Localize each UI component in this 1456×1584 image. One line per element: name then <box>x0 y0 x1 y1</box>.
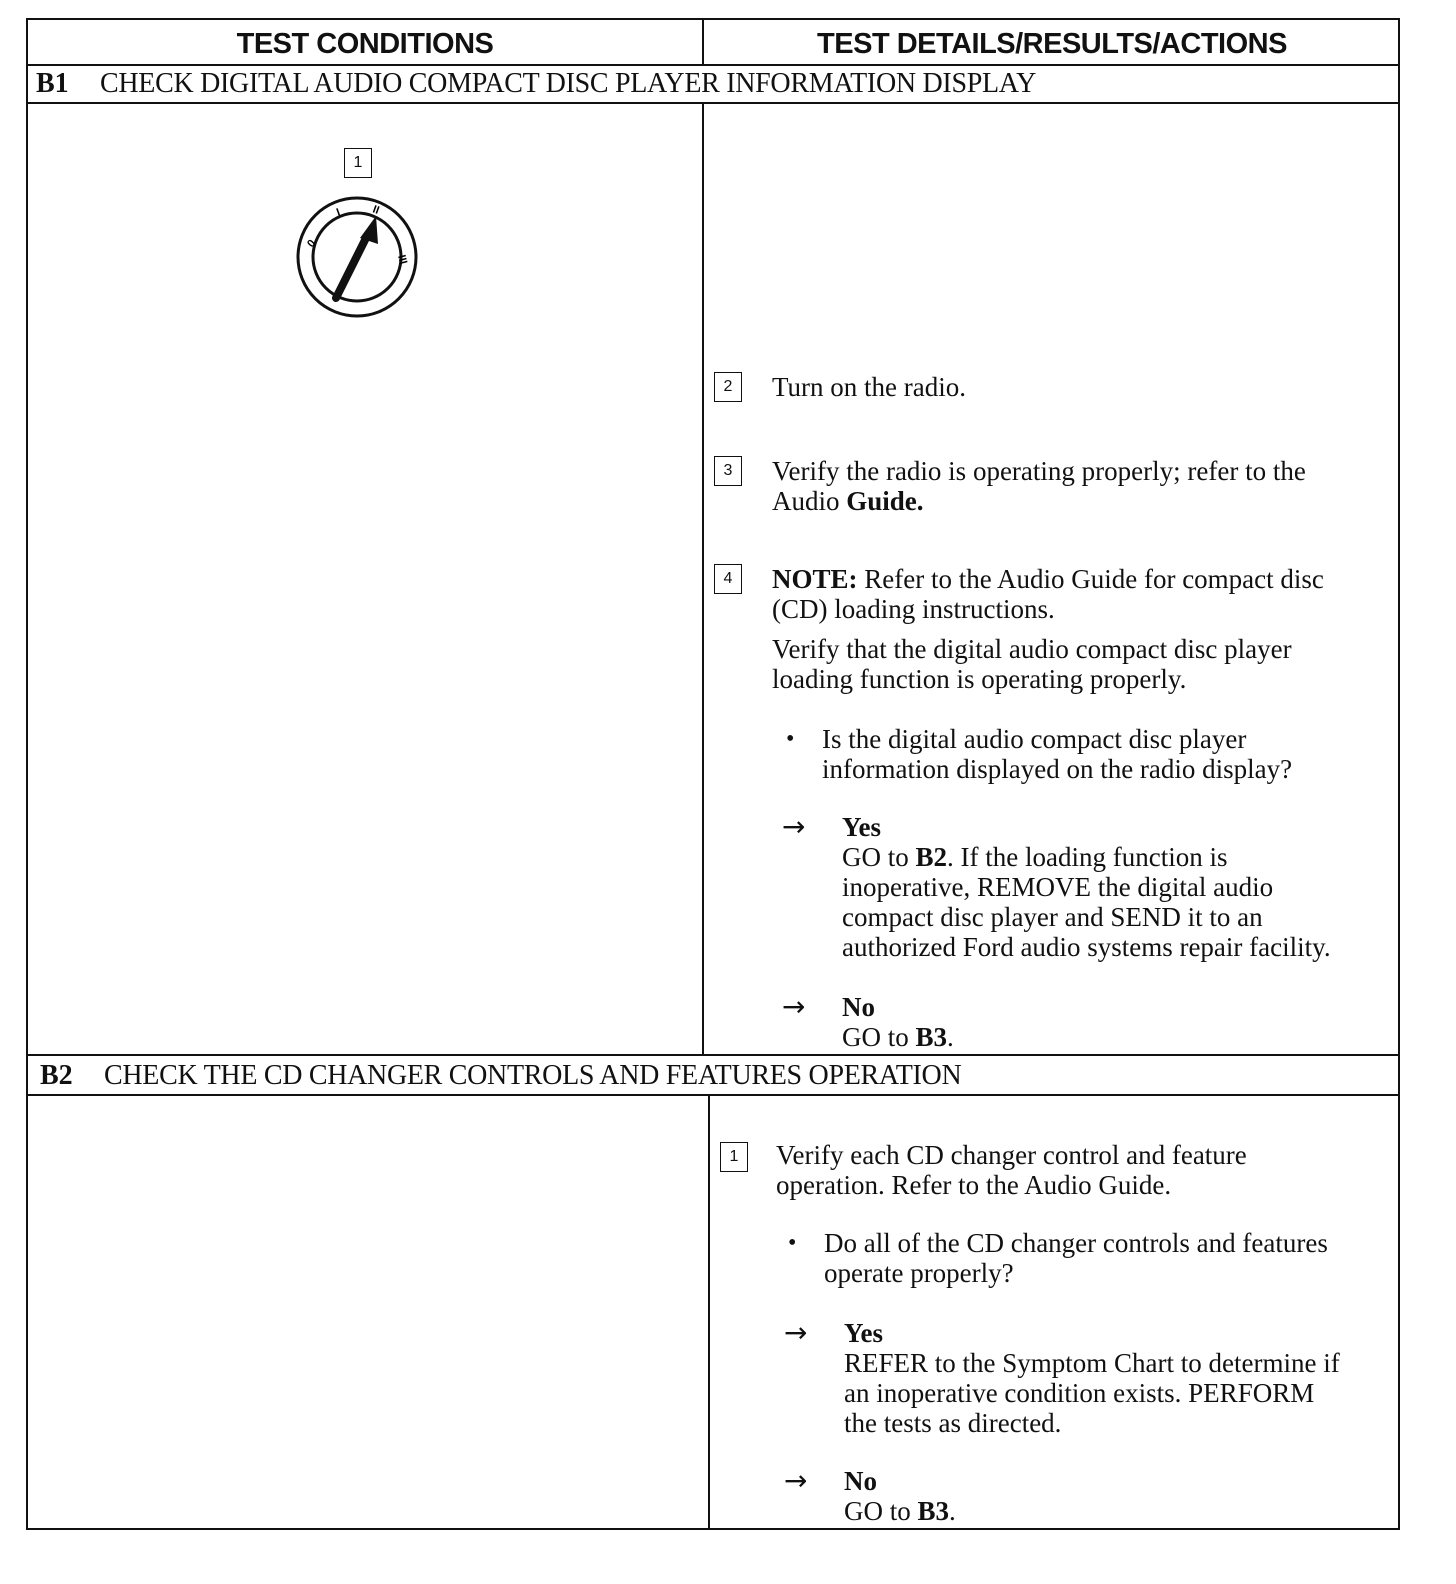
section-b1-code: B1 <box>36 68 69 99</box>
b1-step-4-note-line2: (CD) loading instructions. <box>772 594 1055 624</box>
b2-question-line2: operate properly? <box>824 1258 1014 1288</box>
b1-step-2-box: 2 <box>714 372 742 402</box>
b2-question-bullet: • <box>788 1230 797 1256</box>
b1-step-4-note-line1: NOTE: Refer to the Audio Guide for compact disc <box>772 564 1324 594</box>
b1-no-arrow: → <box>782 990 806 1023</box>
b1-step-3-box: 3 <box>714 456 742 486</box>
b2-step-1-line1: Verify each CD changer control and feature <box>776 1140 1247 1170</box>
b1-no-label: No <box>842 992 875 1022</box>
b1-question-line2: information displayed on the radio display? <box>822 754 1293 784</box>
b1-question-bullet: • <box>786 726 795 752</box>
b2-no-arrow: → <box>784 1464 808 1497</box>
b2-no-label: No <box>844 1466 877 1496</box>
b2-yes-line3: the tests as directed. <box>844 1408 1062 1438</box>
b1-step-3-line2: Audio Guide. <box>772 486 924 516</box>
b1-question-line1: Is the digital audio compact disc player <box>822 724 1247 754</box>
b2-no-line1: GO to B3. <box>844 1496 956 1526</box>
b2-step-1-box: 1 <box>720 1142 748 1172</box>
b1-yes-line3: compact disc player and SEND it to an <box>842 902 1263 932</box>
b1-yes-label: Yes <box>842 812 881 842</box>
b2-column-divider <box>708 1096 710 1530</box>
section-b1-bar <box>28 64 1398 104</box>
b1-step-3-line1: Verify the radio is operating properly; refer to the <box>772 456 1306 486</box>
section-b1-title: CHECK DIGITAL AUDIO COMPACT DISC PLAYER INFORMATION DISPLAY <box>100 68 1037 99</box>
b2-yes-line1: REFER to the Symptom Chart to determine if <box>844 1348 1340 1378</box>
b1-yes-line4: authorized Ford audio systems repair facility. <box>842 932 1331 962</box>
b2-yes-label: Yes <box>844 1318 883 1348</box>
switch-label-3: III <box>395 253 410 266</box>
b1-yes-line2: inoperative, REMOVE the digital audio <box>842 872 1274 902</box>
b1-yes-line1: GO to B2. If the loading function is <box>842 842 1228 872</box>
switch-label-0: 0 <box>305 237 319 250</box>
b1-yes-arrow: → <box>782 810 806 843</box>
b1-column-divider <box>702 104 704 1054</box>
b1-step-4-verify-line2: loading function is operating properly. <box>772 664 1187 694</box>
b1-step-2-text: Turn on the radio. <box>772 372 966 402</box>
header-test-details: TEST DETAILS/RESULTS/ACTIONS <box>817 28 1287 60</box>
switch-label-2: II <box>370 203 381 217</box>
switch-label-1: I <box>334 206 342 219</box>
section-b2-code: B2 <box>40 1060 73 1091</box>
header-test-conditions: TEST CONDITIONS <box>236 28 494 60</box>
table-header <box>28 20 1398 66</box>
header-divider <box>702 20 704 64</box>
diagnostic-table <box>26 18 1400 1530</box>
b1-step-4-verify-line1: Verify that the digital audio compact disc player <box>772 634 1292 664</box>
b2-yes-arrow: → <box>784 1316 808 1349</box>
section-b2-bar <box>28 1056 1398 1096</box>
b2-yes-line2: an inoperative condition exists. PERFORM <box>844 1378 1315 1408</box>
b1-no-line1: GO to B3. <box>842 1022 954 1052</box>
b1-step-1-box: 1 <box>344 148 372 178</box>
ignition-switch-icon <box>294 194 420 320</box>
b2-step-1-line2: operation. Refer to the Audio Guide. <box>776 1170 1172 1200</box>
section-b2-title: CHECK THE CD CHANGER CONTROLS AND FEATURES OPERATION <box>104 1060 962 1091</box>
b1-step-4-box: 4 <box>714 564 742 594</box>
b2-question-line1: Do all of the CD changer controls and features <box>824 1228 1328 1258</box>
